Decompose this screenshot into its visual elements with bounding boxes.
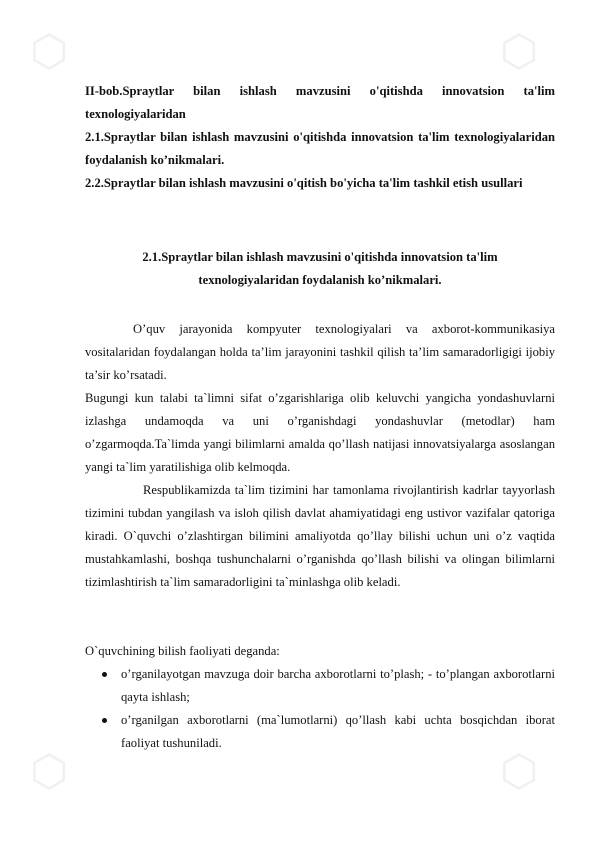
list-item (85, 709, 555, 755)
contents-item-2-1: 2.1.Spraytlar bilan ishlash mavzusini o'qitishda innovatsion ta'lim texnologiyalaridan foydalanish ko’nikmalari. (85, 130, 555, 167)
watermark-shape: ⬡ (30, 746, 69, 797)
watermark-shape: ⬡ (500, 26, 539, 77)
paragraph: O`quvchining bilish faoliyati deganda: (85, 644, 280, 658)
watermark-shape: ⬡ (30, 26, 69, 77)
paragraph: O’quv jarayonida kompyuter texnologiyalari va axborot-kommunikasiya vositalaridan foydalangan holda ta’lim jarayonini tashkil qilish ta’lim samaradorligigi ijobiy ta’sir ko’rsatadi. (85, 322, 555, 382)
list-item-text: o’rganilgan axborotlarni (ma`lumotlarni) qo’llash kabi uchta bosqichdan iborat faoliyat tushuniladi. (121, 713, 555, 750)
bullet-icon (102, 672, 107, 677)
paragraph: Bugungi kun talabi ta`limni sifat o’zgarishlariga olib keluvchi yangicha yondashuvlarni izlashga undamoqda va uni o’rganishdagi yondashuvlar (metodlar) ham o’zgarmoqda.Ta`limda yangi bilimlarni amalda qo’llash natijasi innovatsiyalarga asoslangan yangi ta`lim yaratilishiga olib kelmoqda. (85, 391, 555, 474)
list-item-text: o’rganilayotgan mavzuga doir barcha axborotlarni to’plash; - to’plangan axborotlarni qayta ishlash; (121, 667, 555, 704)
watermark-shape: ⬡ (500, 746, 539, 797)
contents-item-2-2: 2.2.Spraytlar bilan ishlash mavzusini o'qitish bo'yicha ta'lim tashkil etish usullari (85, 176, 523, 190)
contents-item-chapter: II-bob.Spraytlar bilan ishlash mavzusini o'qitishda innovatsion ta'lim texnologiyalaridan (85, 84, 555, 121)
bullet-list (85, 663, 555, 755)
list-item (85, 663, 555, 709)
section-title-line-1: 2.1.Spraytlar bilan ishlash mavzusini o'qitishda innovatsion ta'lim (142, 250, 498, 264)
section-title-line-2: texnologiyalaridan foydalanish ko’nikmalari. (198, 273, 442, 287)
paragraph: Respublikamizda ta`lim tizimini har tamonlama rivojlantirish kadrlar tayyorlash tizimini tubdan yangilash va isloh qilish davlat ahamiyatidagi eng ustivor vazifalar qatoriga kiradi. O`quvchi o’zlashtirgan bilimini amaliyotda qo’llay bilishi uchun uni o’z vaqtida mustahkamlashi, boshqa tushunchalarni o’rganishda qo’llash bilishi va olingan bilimlarni tizimlashtirish ta`lim samaradorligini ta`minlashga olib keladi. (85, 483, 555, 589)
bullet-icon (102, 718, 107, 723)
